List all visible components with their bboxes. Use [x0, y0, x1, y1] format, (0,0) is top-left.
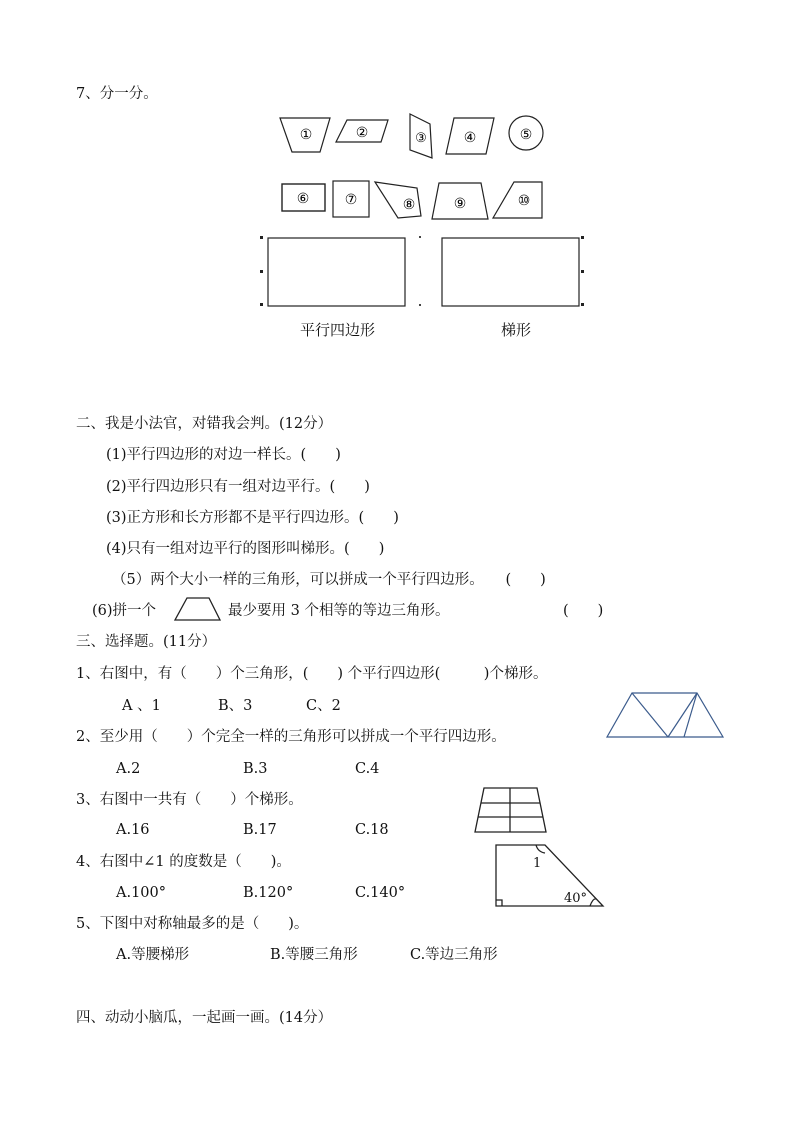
choice-q5-option-a: A.等腰梯形	[116, 947, 190, 963]
section2-title: 二、我是小法官，对错我会判。(12分）	[76, 416, 333, 432]
q7-title: 7、分一分。	[76, 86, 158, 102]
judge-item-6-prefix: (6)拼一个	[92, 603, 157, 619]
choice-q3-option-b: B.17	[243, 822, 277, 838]
choice-q1-option-c: C、2	[306, 698, 341, 714]
choice-q5-stem: 5、下图中对称轴最多的是（ )。	[76, 916, 309, 932]
choice-q2-option-a: A.2	[116, 761, 141, 777]
trapezoid-box-label: 梯形	[501, 321, 532, 339]
shape-4-label: ④	[463, 130, 477, 146]
choice-q1-option-b: B、3	[218, 698, 253, 714]
choice-q2-stem: 2、至少用（ ）个完全一样的三角形可以拼成一个平行四边形。	[76, 729, 506, 745]
choice-q3-option-c: C.18	[355, 822, 389, 838]
choice-q4-option-b: B.120°	[243, 885, 294, 901]
q1-figure	[607, 693, 723, 737]
choice-q5-option-c: C.等边三角形	[410, 947, 498, 963]
choice-q2-option-c: C.4	[355, 761, 380, 777]
judge-item-6-suffix: 最少要用 3 个相等的等边三角形。	[228, 603, 450, 619]
q3-figure	[475, 788, 546, 832]
shape-10-label: ⑩	[517, 193, 531, 209]
judge-item-2: (2)平行四边形只有一组对边平行。( )	[106, 479, 370, 495]
shape-1-label: ①	[299, 127, 313, 143]
choice-q4-stem: 4、右图中∠1 的度数是（ )。	[76, 854, 291, 870]
shape-5-label: ⑤	[519, 127, 533, 143]
section3-title: 三、选择题。(11分）	[76, 634, 217, 650]
shape-3-label: ③	[415, 131, 427, 146]
choice-q4-option-c: C.140°	[355, 885, 406, 901]
shape-9-label: ⑨	[453, 196, 467, 212]
judge-item-1: (1)平行四边形的对边一样长。( )	[106, 447, 341, 463]
choice-q5-option-b: B.等腰三角形	[270, 947, 358, 963]
shape-2-label: ②	[355, 125, 369, 141]
judge-item-3: (3)正方形和长方形都不是平行四边形。( )	[106, 510, 399, 526]
parallelogram-box-label: 平行四边形	[300, 321, 376, 339]
choice-q1-stem: 1、右图中，有（ ）个三角形，( ) 个平行四边形( )个梯形。	[76, 666, 548, 682]
choice-q3-option-a: A.16	[116, 822, 150, 838]
section4-title: 四、动动小脑瓜，一起画一画。(14分）	[76, 1010, 333, 1026]
shape-8-label: ⑧	[402, 197, 416, 213]
angle-40-label: 40°	[564, 891, 588, 906]
choice-q1-option-a: A 、1	[122, 698, 161, 714]
shape-7-label: ⑦	[344, 192, 358, 208]
judge-item-5: （5）两个大小一样的三角形，可以拼成一个平行四边形。 ( )	[112, 572, 546, 588]
judge-item-4: (4)只有一组对边平行的图形叫梯形。( )	[106, 541, 385, 557]
choice-q3-stem: 3、右图中一共有（ ）个梯形。	[76, 792, 303, 808]
judge-item-6-paren: ( )	[563, 603, 604, 619]
angle-1-label: 1	[533, 856, 542, 871]
shape-6-label: ⑥	[296, 191, 310, 207]
choice-q2-option-b: B.3	[243, 761, 268, 777]
choice-q4-option-a: A.100°	[116, 885, 167, 901]
